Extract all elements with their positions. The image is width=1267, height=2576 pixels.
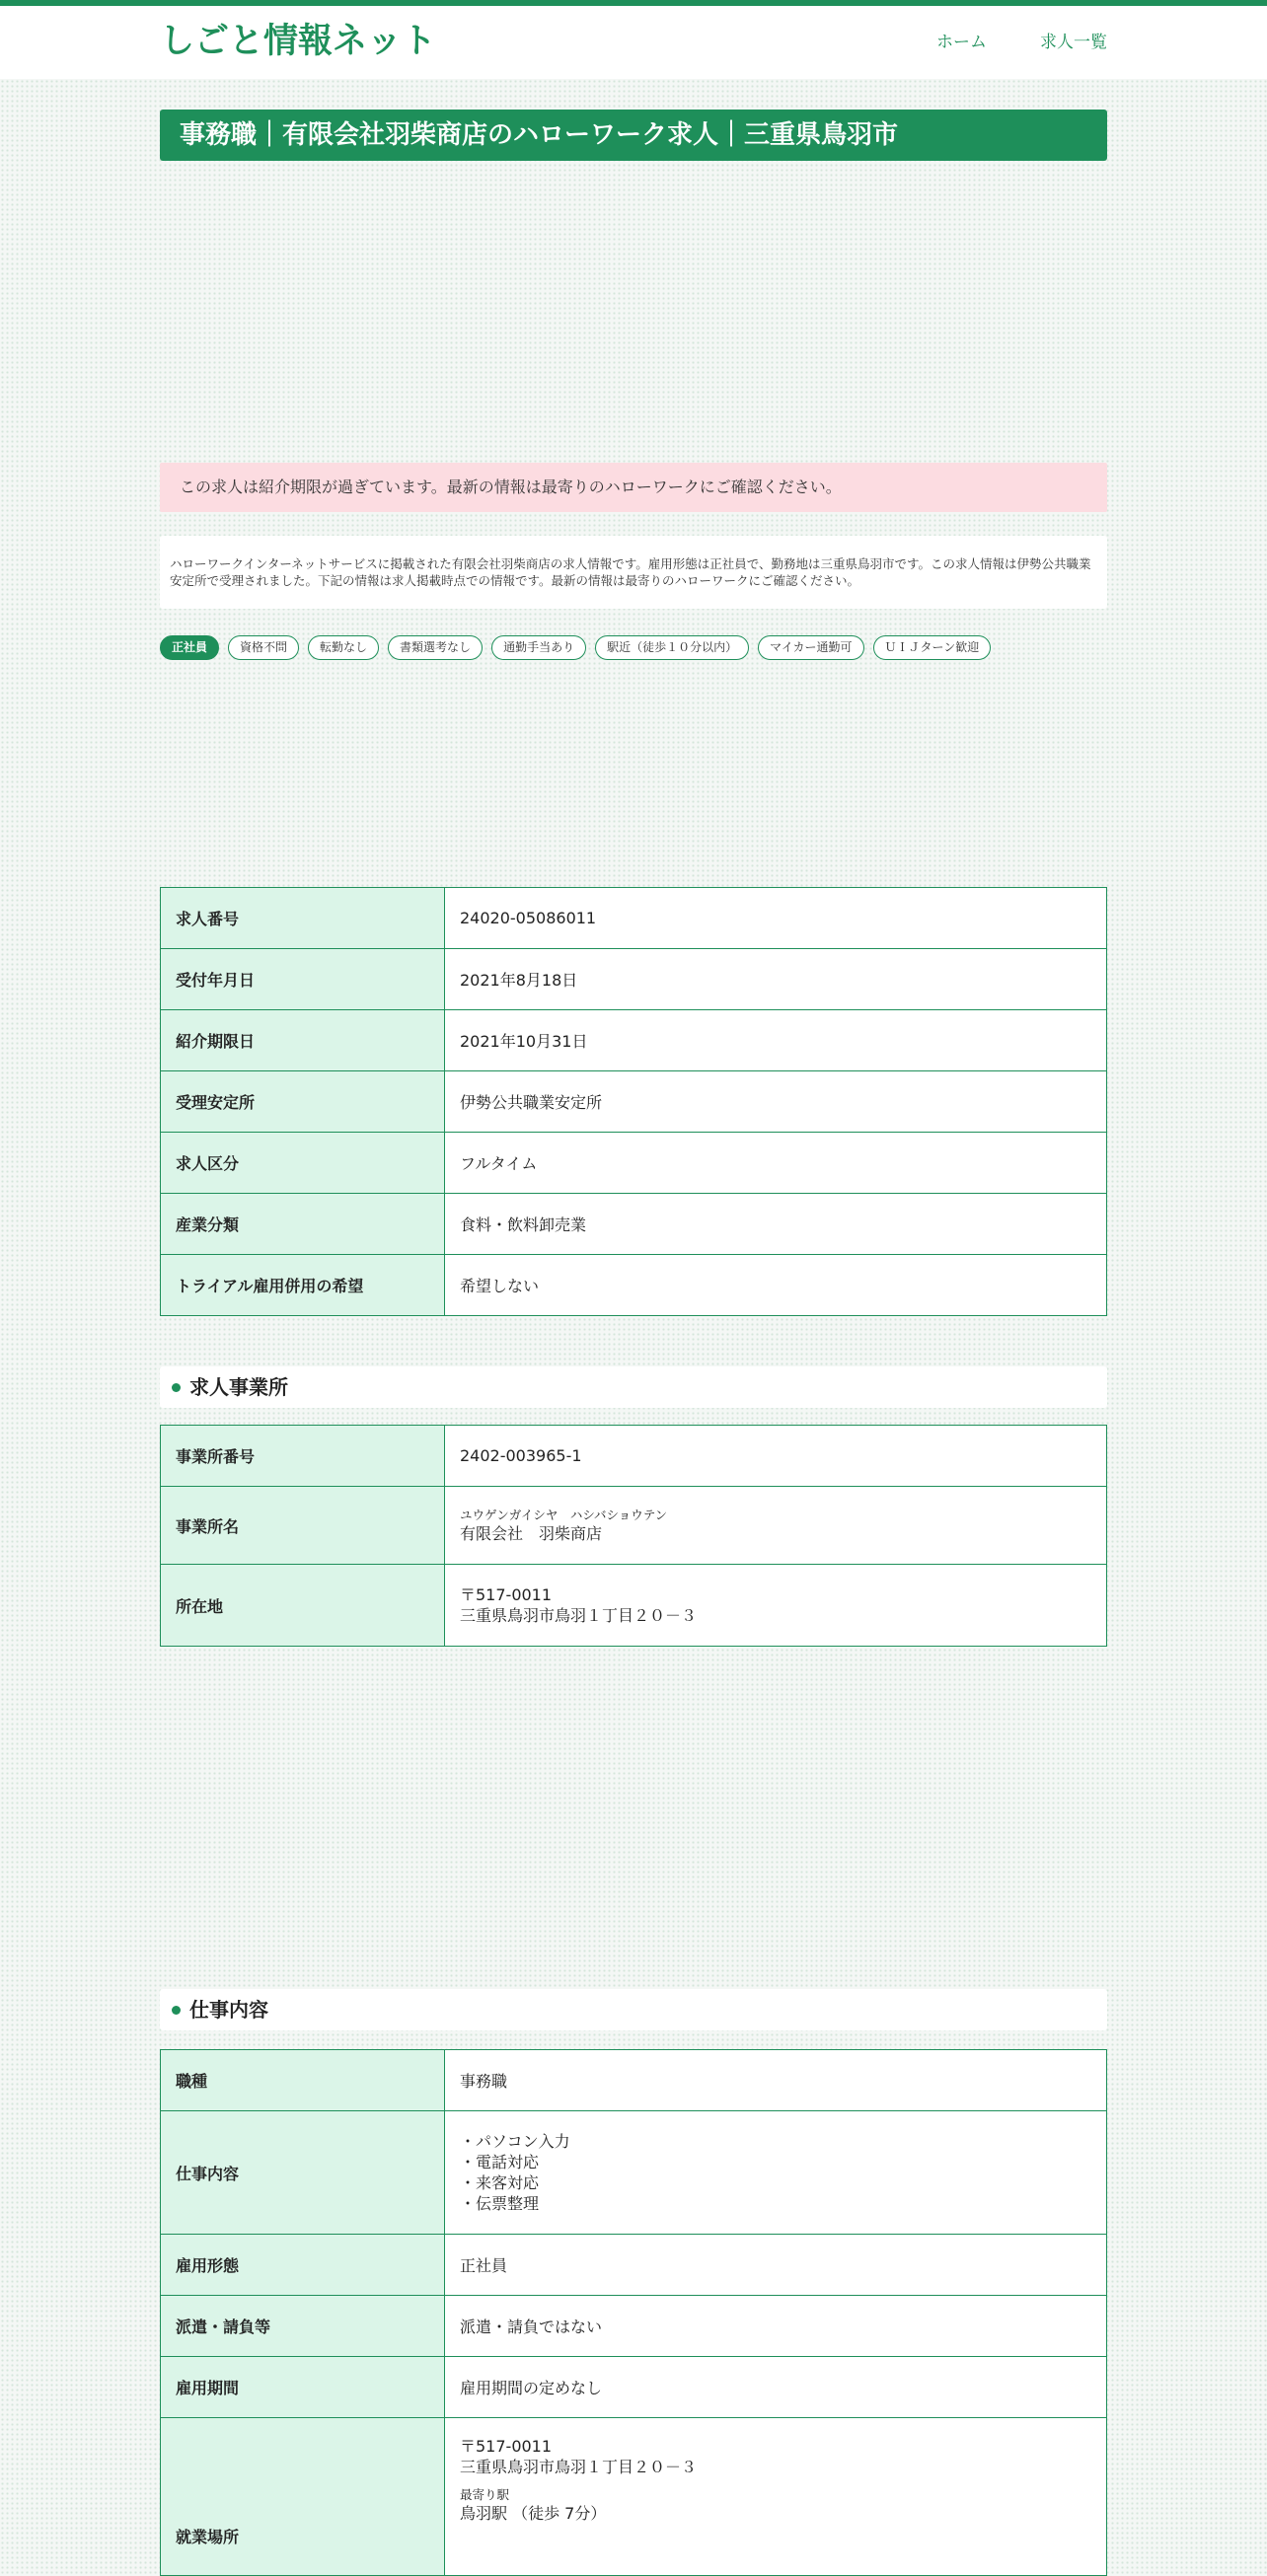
job-info-table	[160, 887, 1107, 1316]
table-row	[161, 1426, 1107, 1487]
row-label: 仕事内容	[161, 2111, 445, 2235]
row-label: トライアル雇用併用の希望	[161, 1255, 445, 1316]
table-row	[161, 2235, 1107, 2296]
row-label: 求人番号	[161, 888, 445, 949]
expired-alert	[160, 463, 1107, 512]
duty-item: ・伝票整理	[460, 2194, 540, 2213]
tag-car-commute: マイカー通勤可	[758, 635, 863, 660]
employer-info-table	[160, 1425, 1107, 1647]
address-cell	[445, 1565, 1107, 1647]
row-label: 事業所名	[161, 1487, 445, 1565]
table-row	[161, 2111, 1107, 2235]
tag-no-transfer: 転勤なし	[308, 635, 379, 660]
work-section-title: 仕事内容	[189, 1998, 268, 2022]
address: 三重県鳥羽市鳥羽１丁目２０－３	[460, 1606, 698, 1625]
bullet-dot-icon	[172, 1383, 181, 1392]
page-title: 事務職｜有限会社羽柴商店のハローワーク求人｜三重県鳥羽市	[180, 120, 899, 150]
row-label: 就業場所	[161, 2418, 445, 2576]
table-row	[161, 1255, 1107, 1316]
row-label: 雇用形態	[161, 2235, 445, 2296]
row-label: 受付年月日	[161, 949, 445, 1010]
table-row	[161, 888, 1107, 949]
row-label: 求人区分	[161, 1133, 445, 1194]
duty-item: ・来客対応	[460, 2173, 540, 2192]
tag-commute-allowance: 通勤手当あり	[491, 635, 586, 660]
employment-type: 正社員	[445, 2235, 1107, 2296]
office-number: 2402-003965-1	[445, 1426, 1107, 1487]
work-info-table	[160, 2049, 1107, 2576]
employer-section-header	[160, 1366, 1107, 1408]
table-row	[161, 1071, 1107, 1133]
row-label: 事業所番号	[161, 1426, 445, 1487]
occupation: 事務職	[445, 2050, 1107, 2111]
location-postal-code: 〒517-0011	[460, 2437, 553, 2456]
table-row	[161, 1194, 1107, 1255]
table-row	[161, 1487, 1107, 1565]
row-label: 紹介期限日	[161, 1010, 445, 1071]
row-label: 所在地	[161, 1565, 445, 1647]
office-name-kana: ユウゲンガイシヤ ハシバショウテン	[460, 1507, 668, 1522]
nearest-station: 鳥羽駅 （徒歩 7分）	[460, 2504, 607, 2523]
office-name: 有限会社 羽柴商店	[460, 1523, 603, 1543]
job-description-text: ハローワークインターネットサービスに掲載された有限会社羽柴商店の求人情報です。雇用形態は正社員で、勤務地は三重県鳥羽市です。この求人情報は伊勢公共職業安定所で受理されました。下記の情報は求人掲載時点での情報です。最新の情報は最寄りのハローワークにご確認ください。	[170, 556, 1091, 588]
main-nav	[936, 32, 1107, 53]
row-value: 伊勢公共職業安定所	[445, 1071, 1107, 1133]
table-row	[161, 1133, 1107, 1194]
postal-code: 〒517-0011	[460, 1585, 553, 1604]
site-header	[0, 6, 1267, 79]
tag-near-station: 駅近（徒歩１０分以内）	[595, 635, 749, 660]
employer-section-title: 求人事業所	[189, 1375, 288, 1399]
row-value: 2021年10月31日	[445, 1010, 1107, 1071]
dispatch-status: 派遣・請負ではない	[445, 2296, 1107, 2357]
row-value: フルタイム	[445, 1133, 1107, 1194]
duties-cell	[445, 2111, 1107, 2235]
row-label: 職種	[161, 2050, 445, 2111]
row-value: 希望しない	[445, 1255, 1107, 1316]
work-section-header	[160, 1989, 1107, 2030]
work-location-cell	[445, 2418, 1107, 2576]
employment-period: 雇用期間の定めなし	[445, 2357, 1107, 2418]
row-label: 雇用期間	[161, 2357, 445, 2418]
nearest-station-label: 最寄り駅	[460, 2487, 510, 2502]
table-row	[161, 2050, 1107, 2111]
row-value: 食料・飲料卸売業	[445, 1194, 1107, 1255]
table-row	[161, 1010, 1107, 1071]
tag-uij-turn: ＵＩＪターン歓迎	[873, 635, 992, 660]
nav-job-list-link[interactable]: 求人一覧	[1040, 33, 1107, 52]
bullet-dot-icon	[172, 2006, 181, 2015]
row-label: 派遣・請負等	[161, 2296, 445, 2357]
job-description-box	[160, 536, 1107, 609]
table-row	[161, 2296, 1107, 2357]
tag-full-time: 正社員	[160, 635, 219, 660]
office-name-cell	[445, 1487, 1107, 1565]
row-label: 受理安定所	[161, 1071, 445, 1133]
table-row	[161, 1565, 1107, 1647]
duty-item: ・パソコン入力	[460, 2132, 570, 2151]
table-row	[161, 2357, 1107, 2418]
row-label: 産業分類	[161, 1194, 445, 1255]
table-row	[161, 2418, 1107, 2576]
alert-text: この求人は紹介期限が過ぎています。最新の情報は最寄りのハローワークにご確認ください。	[180, 478, 842, 496]
row-value: 2021年8月18日	[445, 949, 1107, 1010]
feature-tags	[160, 635, 991, 660]
duty-item: ・電話対応	[460, 2153, 540, 2171]
row-value: 24020-05086011	[445, 888, 1107, 949]
tag-no-qualification: 資格不問	[228, 635, 299, 660]
site-logo[interactable]: しごと情報ネット	[160, 22, 437, 61]
location-address: 三重県鳥羽市鳥羽１丁目２０－３	[460, 2458, 698, 2476]
page-title-bar	[160, 110, 1107, 161]
table-row	[161, 949, 1107, 1010]
nav-home-link[interactable]: ホーム	[936, 33, 987, 52]
tag-no-document-screening: 書類選考なし	[388, 635, 483, 660]
